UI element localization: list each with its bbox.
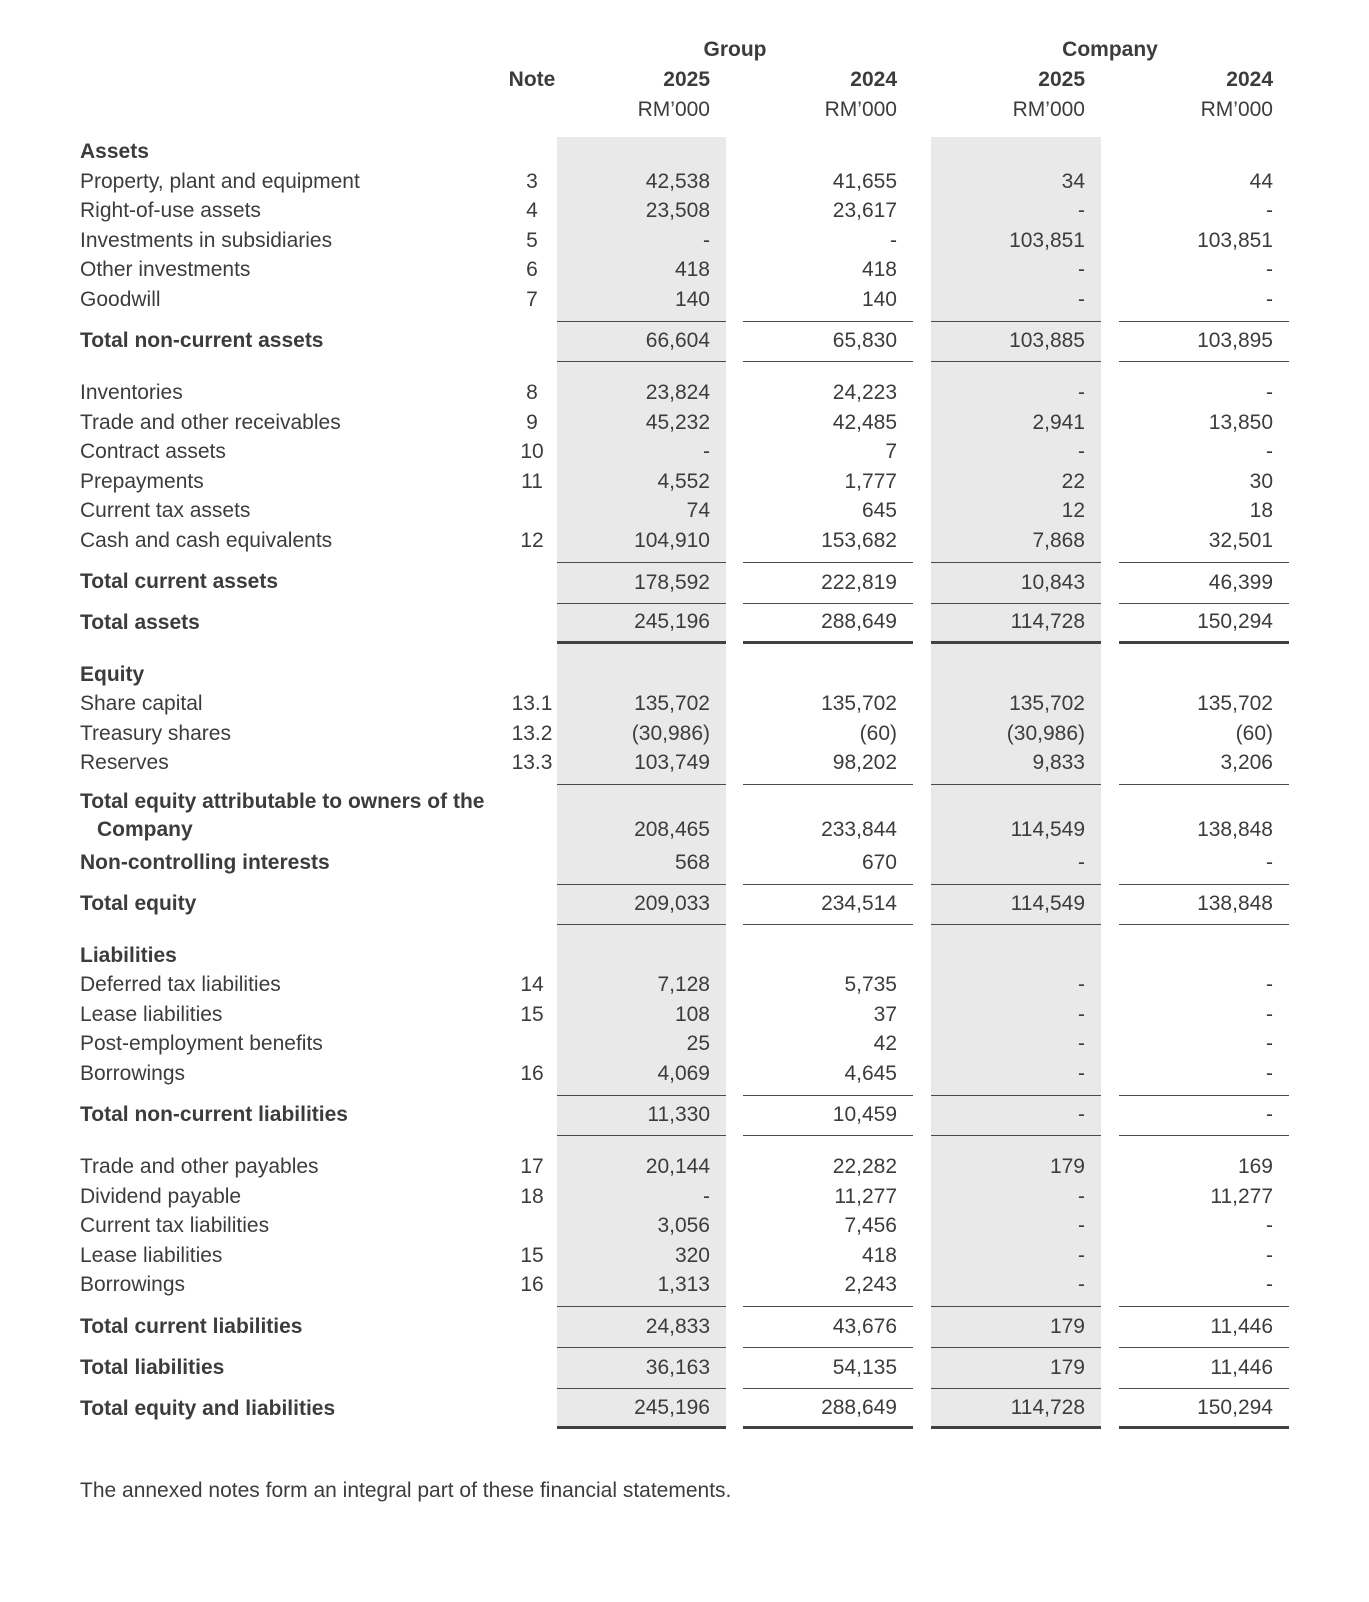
table-row	[80, 1212, 1289, 1242]
cell-value: 103,851	[1197, 228, 1273, 252]
row-label-line: Total equity attributable to owners of the	[80, 790, 485, 813]
cell-value: 36,163	[557, 1347, 726, 1388]
row-note: 15	[520, 1243, 544, 1267]
table-row	[80, 256, 1289, 286]
section-row	[80, 941, 1289, 971]
cell-value: 108	[674, 1002, 710, 1026]
cell-value: 18	[1249, 499, 1273, 523]
cell-value: 114,549	[931, 784, 1101, 848]
total-row	[80, 562, 1289, 603]
cell-value: 150,294	[1119, 603, 1289, 644]
cell-value: 4,552	[657, 469, 710, 493]
row-label: Reserves	[80, 751, 169, 775]
row-note	[507, 848, 557, 878]
cell-value: -	[1266, 258, 1273, 282]
cell-value: 288,649	[743, 603, 913, 644]
cell-value: -	[1266, 850, 1273, 874]
total-row	[80, 1306, 1289, 1347]
row-label: Post-employment benefits	[80, 1032, 323, 1056]
table-header-unit-row	[80, 94, 1289, 125]
unit-header-group-2025: RM’000	[637, 97, 710, 121]
row-label	[80, 784, 507, 848]
cell-value: 10,843	[931, 562, 1101, 603]
row-label-line: Company	[97, 818, 193, 841]
row-note	[507, 321, 557, 362]
cell-value: 20,144	[645, 1155, 710, 1179]
row-label: Total liabilities	[80, 1355, 225, 1379]
table-row	[80, 749, 1289, 779]
row-label: Property, plant and equipment	[80, 169, 360, 193]
cell-value: 245,196	[557, 1388, 726, 1429]
row-label: Deferred tax liabilities	[80, 973, 281, 997]
cell-value: 34	[1061, 169, 1085, 193]
cell-value: 670	[861, 850, 897, 874]
total-row	[80, 1095, 1289, 1136]
row-note	[507, 784, 557, 848]
cell-value: 30	[1249, 469, 1273, 493]
cell-value: 22	[1061, 469, 1085, 493]
cell-value: 32,501	[1208, 528, 1273, 552]
cell-value: 11,277	[1210, 1184, 1273, 1208]
cell-value: -	[1266, 1002, 1273, 1026]
cell-value: 7	[885, 440, 897, 464]
row-label: Trade and other payables	[80, 1155, 319, 1179]
cell-value: 37	[873, 1002, 897, 1026]
row-label: Total non-current assets	[80, 329, 324, 352]
cell-value: 135,702	[821, 692, 897, 716]
row-note	[507, 884, 557, 925]
cell-value: 179	[931, 1306, 1101, 1347]
row-label: Share capital	[80, 692, 203, 716]
row-note	[507, 603, 557, 644]
cell-value: 11,277	[834, 1184, 897, 1208]
cell-value: 12	[1061, 499, 1085, 523]
total-row	[80, 884, 1289, 925]
note-column-header: Note	[508, 67, 556, 91]
row-label: Non-controlling interests	[80, 850, 330, 874]
cell-value: -	[1078, 1214, 1085, 1238]
table-body	[80, 137, 1289, 1429]
row-note: 13.2	[511, 721, 553, 745]
row-note: 14	[520, 973, 544, 997]
cell-value: -	[703, 1184, 710, 1208]
table-row	[80, 438, 1289, 468]
cell-value: -	[1078, 381, 1085, 405]
cell-value: 24,833	[557, 1306, 726, 1347]
cell-value: 42,485	[832, 410, 897, 434]
cell-value: 2,941	[1032, 410, 1085, 434]
cell-value: 104,910	[634, 528, 710, 552]
row-note: 16	[520, 1273, 544, 1297]
cell-value: 169	[1237, 1155, 1273, 1179]
cell-value: 13,850	[1208, 410, 1273, 434]
cell-value: -	[1266, 973, 1273, 997]
cell-value: 23,617	[832, 199, 897, 223]
total-row	[80, 784, 1289, 848]
row-note: 17	[520, 1155, 544, 1179]
cell-value: 179	[931, 1347, 1101, 1388]
cell-value: 4,069	[657, 1061, 710, 1085]
table-row	[80, 526, 1289, 556]
cell-value: 22,282	[832, 1155, 897, 1179]
cell-value: 44	[1249, 169, 1273, 193]
cell-value: 140	[861, 287, 897, 311]
cell-value: 138,848	[1119, 884, 1289, 925]
table-row	[80, 1271, 1289, 1301]
cell-value: -	[703, 228, 710, 252]
cell-value: 568	[674, 850, 710, 874]
row-label: Total assets	[80, 611, 200, 634]
row-label: Lease liabilities	[80, 1002, 223, 1026]
row-label: Cash and cash equivalents	[80, 528, 333, 552]
row-label: Investments in subsidiaries	[80, 228, 333, 252]
cell-value: 4,645	[844, 1061, 897, 1085]
table-row	[80, 197, 1289, 227]
cell-value: 42,538	[645, 169, 710, 193]
row-note: 13.3	[511, 751, 553, 775]
cell-value: -	[1266, 1273, 1273, 1297]
cell-value: 114,728	[931, 1388, 1101, 1429]
row-label: Total equity	[80, 892, 197, 915]
cell-value: 178,592	[557, 562, 726, 603]
cell-value: 45,232	[645, 410, 710, 434]
cell-value: -	[1078, 1243, 1085, 1267]
year-header-company-2024: 2024	[1226, 67, 1273, 91]
row-label: Assets	[80, 140, 149, 163]
unit-header-group-2024: RM’000	[824, 97, 897, 121]
row-note: 15	[520, 1002, 544, 1026]
cell-value: -	[1266, 199, 1273, 223]
table-row	[80, 1000, 1289, 1030]
row-label: Equity	[80, 662, 145, 686]
row-label: Borrowings	[80, 1061, 186, 1085]
cell-value: -	[1266, 440, 1273, 464]
company-column-header: Company	[1062, 38, 1158, 61]
cell-value: -	[1078, 1273, 1085, 1297]
cell-value: 46,399	[1119, 562, 1289, 603]
cell-value: -	[1266, 1214, 1273, 1238]
cell-value: 74	[686, 499, 710, 523]
table-row	[80, 690, 1289, 720]
cell-value: 208,465	[557, 784, 726, 848]
cell-value: 150,294	[1119, 1388, 1289, 1429]
row-label: Contract assets	[80, 440, 226, 464]
cell-value: -	[1078, 850, 1085, 874]
cell-value: 7,128	[657, 973, 710, 997]
cell-value: -	[703, 440, 710, 464]
row-note: 5	[526, 228, 538, 252]
cell-value: 65,830	[743, 321, 913, 362]
cell-value: 43,676	[743, 1306, 913, 1347]
cell-value: 24,223	[832, 381, 897, 405]
row-label: Current tax liabilities	[80, 1214, 270, 1238]
row-note: 18	[520, 1184, 544, 1208]
row-note: 3	[526, 169, 538, 193]
table-row	[80, 467, 1289, 497]
row-note	[507, 1095, 557, 1136]
table-row	[80, 408, 1289, 438]
row-note	[507, 1347, 557, 1388]
total-row	[80, 1388, 1289, 1429]
cell-value: -	[1266, 1243, 1273, 1267]
table-row	[80, 285, 1289, 315]
row-note	[507, 497, 557, 527]
row-label: Right-of-use assets	[80, 199, 261, 223]
cell-value: 645	[861, 499, 897, 523]
row-note: 9	[526, 410, 538, 434]
cell-value: 42	[873, 1032, 897, 1056]
statement-of-financial-position-table	[80, 35, 1289, 1429]
row-note: 10	[520, 440, 544, 464]
cell-value: 7,868	[1032, 528, 1085, 552]
table-row	[80, 971, 1289, 1001]
section-row	[80, 660, 1289, 690]
row-note	[507, 1030, 557, 1060]
cell-value: 135,702	[1197, 692, 1273, 716]
cell-value: 5,735	[844, 973, 897, 997]
cell-value: 103,851	[1009, 228, 1085, 252]
cell-value: -	[1078, 1184, 1085, 1208]
row-note	[507, 1212, 557, 1242]
cell-value: -	[1078, 199, 1085, 223]
cell-value: 11,446	[1119, 1306, 1289, 1347]
cell-value: 98,202	[832, 751, 897, 775]
cell-value: 11,330	[557, 1095, 726, 1136]
cell-value: (30,986)	[631, 721, 710, 745]
row-label: Goodwill	[80, 287, 161, 311]
row-note: 8	[526, 381, 538, 405]
row-note	[507, 1388, 557, 1429]
cell-value: 54,135	[743, 1347, 913, 1388]
row-note: 12	[520, 528, 544, 552]
total-row	[80, 321, 1289, 362]
cell-value: -	[890, 228, 897, 252]
row-label: Liabilities	[80, 943, 177, 967]
cell-value: 245,196	[557, 603, 726, 644]
year-header-company-2025: 2025	[1038, 67, 1085, 91]
cell-value: -	[1266, 1061, 1273, 1085]
cell-value: 140	[674, 287, 710, 311]
row-label: Current tax assets	[80, 499, 251, 523]
cell-value: -	[1078, 440, 1085, 464]
cell-value: 135,702	[634, 692, 710, 716]
row-note	[507, 562, 557, 603]
row-label: Borrowings	[80, 1273, 186, 1297]
cell-value: 3,056	[657, 1214, 710, 1238]
cell-value: 418	[674, 258, 710, 282]
cell-value: -	[1078, 287, 1085, 311]
cell-value: (30,986)	[1006, 721, 1085, 745]
cell-value: 1,777	[844, 469, 897, 493]
cell-value: 114,728	[931, 603, 1101, 644]
cell-value: 135,702	[1009, 692, 1085, 716]
cell-value: 103,749	[634, 751, 710, 775]
cell-value: 3,206	[1220, 751, 1273, 775]
row-label: Total non-current liabilities	[80, 1103, 348, 1126]
row-label: Trade and other receivables	[80, 410, 341, 434]
row-note: 11	[521, 469, 543, 493]
unit-header-company-2024: RM’000	[1200, 97, 1273, 121]
cell-value: 103,895	[1119, 321, 1289, 362]
cell-value: 233,844	[743, 784, 913, 848]
cell-value: 9,833	[1032, 751, 1085, 775]
cell-value: 10,459	[743, 1095, 913, 1136]
cell-value: 1,313	[657, 1273, 710, 1297]
cell-value: -	[1078, 1061, 1085, 1085]
cell-value: 66,604	[557, 321, 726, 362]
cell-value: 23,824	[645, 381, 710, 405]
cell-value: 7,456	[844, 1214, 897, 1238]
row-label: Dividend payable	[80, 1184, 242, 1208]
row-note: 16	[520, 1061, 544, 1085]
footer-note: The annexed notes form an integral part of these financial statements.	[80, 1479, 732, 1502]
cell-value: -	[1119, 1095, 1289, 1136]
row-note: 6	[526, 258, 538, 282]
row-note: 7	[526, 287, 538, 311]
row-label: Total current liabilities	[80, 1314, 303, 1338]
group-column-header: Group	[703, 38, 767, 61]
cell-value: -	[1078, 1002, 1085, 1026]
cell-value: -	[1266, 287, 1273, 311]
table-row	[80, 848, 1289, 878]
cell-value: 179	[1049, 1155, 1085, 1179]
cell-value: 209,033	[557, 884, 726, 925]
row-label: Total equity and liabilities	[80, 1396, 336, 1420]
row-note: 4	[526, 199, 538, 223]
cell-value: -	[1078, 1032, 1085, 1056]
cell-value: 2,243	[844, 1273, 897, 1297]
row-label: Prepayments	[80, 469, 204, 493]
total-row	[80, 1347, 1289, 1388]
row-label: Total current assets	[80, 570, 279, 593]
table-header-year-row	[80, 65, 1289, 94]
cell-value: -	[1266, 381, 1273, 405]
unit-header-company-2025: RM’000	[1012, 97, 1085, 121]
cell-value: 418	[861, 1243, 897, 1267]
cell-value: 153,682	[821, 528, 897, 552]
table-row	[80, 1182, 1289, 1212]
cell-value: 138,848	[1119, 784, 1289, 848]
cell-value: (60)	[1235, 721, 1273, 745]
table-row	[80, 497, 1289, 527]
cell-value: 114,549	[931, 884, 1101, 925]
year-header-group-2024: 2024	[850, 67, 897, 91]
cell-value: 222,819	[743, 562, 913, 603]
cell-value: 41,655	[832, 169, 897, 193]
table-row	[80, 1059, 1289, 1089]
cell-value: 11,446	[1119, 1347, 1289, 1388]
table-header-group-row	[80, 35, 1289, 65]
cell-value: 288,649	[743, 1388, 913, 1429]
cell-value: -	[1078, 973, 1085, 997]
table-row	[80, 1241, 1289, 1271]
table-row	[80, 719, 1289, 749]
cell-value: (60)	[859, 721, 897, 745]
table-row	[80, 1030, 1289, 1060]
cell-value: 234,514	[743, 884, 913, 925]
row-label: Treasury shares	[80, 721, 231, 745]
section-row	[80, 137, 1289, 167]
cell-value: 320	[674, 1243, 710, 1267]
cell-value: -	[1266, 1032, 1273, 1056]
table-row	[80, 167, 1289, 197]
total-row	[80, 603, 1289, 644]
row-label: Inventories	[80, 381, 183, 405]
cell-value: 103,885	[931, 321, 1101, 362]
year-header-group-2025: 2025	[663, 67, 710, 91]
cell-value: 418	[861, 258, 897, 282]
row-note	[507, 1306, 557, 1347]
table-row	[80, 1153, 1289, 1183]
row-note: 13.1	[511, 692, 553, 716]
row-label: Other investments	[80, 258, 251, 282]
cell-value: 25	[686, 1032, 710, 1056]
cell-value: -	[1078, 258, 1085, 282]
row-label: Lease liabilities	[80, 1243, 223, 1267]
cell-value: -	[931, 1095, 1101, 1136]
cell-value: 23,508	[645, 199, 710, 223]
table-row	[80, 379, 1289, 409]
table-row	[80, 226, 1289, 256]
